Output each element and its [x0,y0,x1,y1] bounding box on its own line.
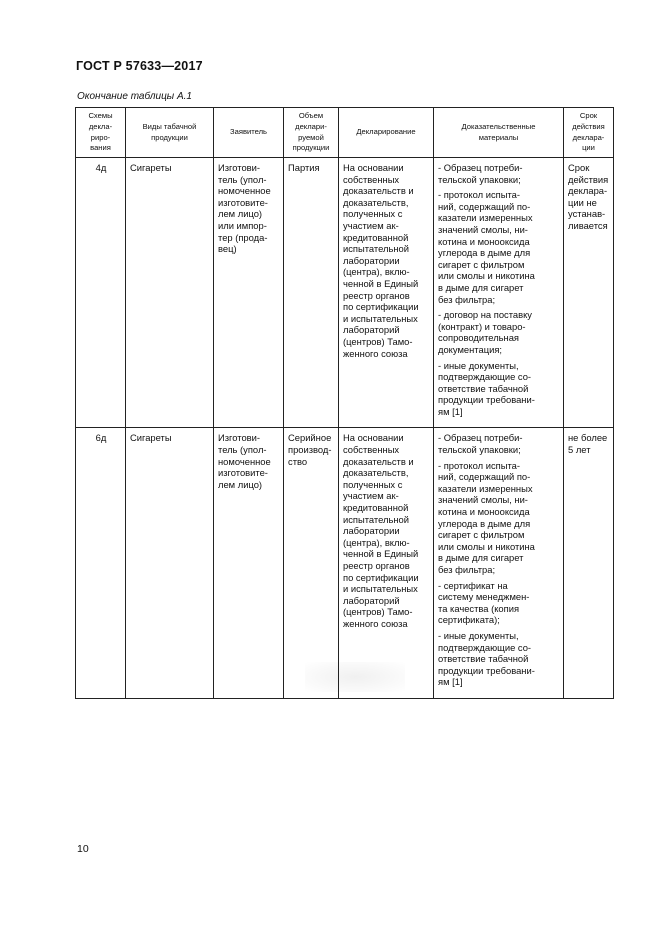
evidence-item [438,630,560,688]
cell-volume [284,158,339,428]
cell-line: котина и монооксида [438,235,530,247]
page-number: 10 [77,843,89,855]
cell-line: производ- [288,444,332,456]
evidence-item [438,360,560,418]
cell-line: изготовите- [218,196,268,208]
document-header: ГОСТ Р 57633—2017 [76,59,203,73]
header-evidence [434,108,564,158]
header-declaration [339,108,434,158]
cell-line: тель (упол- [218,173,267,185]
cell-line: женного союза [343,617,408,629]
cell-line: не более [568,432,608,444]
header-line: риро- [90,132,111,142]
header-line: декла- [88,121,113,131]
cell-line: документация; [438,343,502,355]
header-volume [284,108,339,158]
cell-line: ливается [568,219,608,231]
header-line: Срок [579,111,598,121]
evidence-item [438,162,560,185]
header-line: Схемы [88,111,113,121]
cell-line: доказательств и [343,185,414,197]
cell-line: ям [1] [438,676,463,688]
header-line: продукции [151,132,188,142]
cell-line: На основании [343,432,404,444]
header-line: Декларирование [356,127,416,137]
cell-line: без фильтра; [438,564,496,575]
cell-line: устанав- [568,208,606,220]
cell-line: подтверждающие со- [438,371,532,383]
cell-line: ний, содержащий по- [438,471,531,483]
header-line: Доказательственные [461,121,536,131]
cell-line: ний, содержащий по- [438,200,531,212]
cell-line: - договор на поставку [438,309,532,321]
cell-line: (центра), вклю- [343,536,410,548]
header-line: деклара- [572,132,605,142]
cell-line: - иные документы, [438,629,519,641]
cell-line: Серийное [288,432,332,444]
header-line: вания [90,143,111,153]
cell-line: тер (прода- [218,231,268,243]
cell-product-type: Сигареты [126,428,214,698]
header-line: деклари- [295,121,327,131]
cell-line: или смолы и никотина [438,270,535,282]
cell-line: та качества (копия [438,602,520,614]
header-line: Виды табачной [142,121,197,131]
cell-line: продукции требовани- [438,394,535,406]
cell-line: вец) [218,243,237,255]
cell-line: ство [288,455,308,467]
cell-line: Изготови- [218,162,260,173]
cell-scheme: 4д [76,158,126,428]
header-line: продукции [292,143,330,153]
cell-line: На основании [343,162,404,173]
cell-line: собственных [343,173,400,185]
cell-line: углерода в дыме для [438,517,531,529]
cell-line: кредитованной [343,231,409,243]
evidence-item [438,580,560,626]
table-header-row [76,108,614,158]
cell-line: в дыме для сигарет [438,552,524,564]
cell-line: котина и монооксида [438,506,530,518]
cell-declaration [339,158,434,428]
header-line: ции [582,143,595,153]
cell-line: Партия [288,162,320,173]
table-caption: Окончание таблицы А.1 [77,91,192,102]
cell-volume [284,428,339,698]
cell-line: - протокол испыта- [438,189,520,201]
cell-line: и испытательных [343,583,418,595]
cell-line: кредитованной [343,502,409,514]
cell-line: участием ак- [343,219,399,231]
cell-line: сертификата); [438,614,500,626]
header-line: Заявитель [230,127,267,137]
cell-line: - сертификат на [438,579,508,591]
cell-line: лем лицо) [218,208,263,220]
cell-line: - Образец потреби- [438,162,523,173]
cell-line: изготовите- [218,467,268,479]
cell-line: реестр органов [343,289,410,301]
cell-line: по сертификации [343,301,419,313]
table-row [76,428,614,698]
cell-line: ченной в Единый [343,277,419,289]
cell-line: тельской упаковки; [438,444,521,456]
cell-line: подтверждающие со- [438,641,532,653]
cell-line: и испытательных [343,312,418,324]
cell-line: собственных [343,444,400,456]
cell-line: лабораторий [343,324,400,336]
declaration-schemes-table [75,107,614,699]
cell-line: ченной в Единый [343,548,419,560]
cell-line: полученных с [343,208,403,220]
cell-line: углерода в дыме для [438,247,531,259]
cell-line: номоченное [218,185,271,197]
cell-validity [564,428,614,698]
cell-line: (контракт) и товаро- [438,320,526,332]
evidence-item [438,460,560,576]
cell-applicant [214,428,284,698]
cell-product-type: Сигареты [126,158,214,428]
cell-line: Изготови- [218,432,260,444]
cell-line: сигарет с фильтром [438,529,525,541]
cell-line: деклара- [568,185,608,197]
cell-line: тельской упаковки; [438,173,521,185]
cell-line: испытательной [343,513,410,525]
cell-line: ответствие табачной [438,653,529,665]
cell-line: лаборатории [343,254,400,266]
cell-line: или импор- [218,219,267,231]
cell-line: (центра), вклю- [343,266,410,278]
cell-line: продукции требовани- [438,664,535,676]
cell-line: казатели измеренных [438,482,533,494]
cell-line: систему менеджмен- [438,591,530,603]
cell-line: сигарет с фильтром [438,258,525,270]
cell-line: значений смолы, ни- [438,494,528,506]
cell-line: - иные документы, [438,359,519,371]
cell-line: реестр органов [343,560,410,571]
cell-line: тель (упол- [218,444,267,456]
header-validity [564,108,614,158]
cell-line: доказательств, [343,196,409,208]
cell-line: по сертификации [343,571,419,583]
cell-line: лаборатории [343,525,400,537]
cell-validity [564,158,614,428]
header-line: действия [572,121,605,131]
cell-line: без фильтра; [438,293,496,305]
cell-line: действия [568,173,609,185]
cell-line: номоченное [218,455,271,467]
scan-artifact [305,662,405,692]
cell-line: полученных с [343,478,403,490]
cell-line: сопроводительная [438,332,520,344]
header-line: Объем [298,111,324,121]
cell-applicant [214,158,284,428]
cell-evidence [434,158,564,428]
cell-line: женного союза [343,347,408,359]
cell-line: доказательств, [343,467,409,479]
evidence-item [438,432,560,455]
cell-line: значений смолы, ни- [438,223,528,235]
cell-line: (центров) Тамо- [343,335,413,347]
cell-line: казатели измеренных [438,212,533,224]
cell-line: Срок [568,162,590,173]
cell-line: ции не [568,196,597,208]
cell-declaration [339,428,434,698]
cell-line: лабораторий [343,594,400,606]
header-product-type [126,108,214,158]
cell-line: или смолы и никотина [438,540,535,552]
header-applicant [214,108,284,158]
cell-line: участием ак- [343,490,399,502]
cell-line: ответствие табачной [438,382,529,394]
cell-line: - Образец потреби- [438,432,523,444]
cell-line: лем лицо) [218,478,263,490]
cell-line: испытательной [343,243,410,255]
cell-line: доказательств и [343,455,414,467]
cell-line: ям [1] [438,405,463,417]
header-scheme [76,108,126,158]
table-row [76,158,614,428]
evidence-item [438,189,560,305]
cell-line: 5 лет [568,444,591,456]
cell-evidence [434,428,564,698]
evidence-item [438,309,560,355]
cell-scheme: 6д [76,428,126,698]
cell-line: (центров) Тамо- [343,606,413,618]
header-line: материалы [478,132,519,142]
header-line: руемой [298,132,324,142]
cell-line: в дыме для сигарет [438,281,524,293]
cell-line: - протокол испыта- [438,459,520,471]
